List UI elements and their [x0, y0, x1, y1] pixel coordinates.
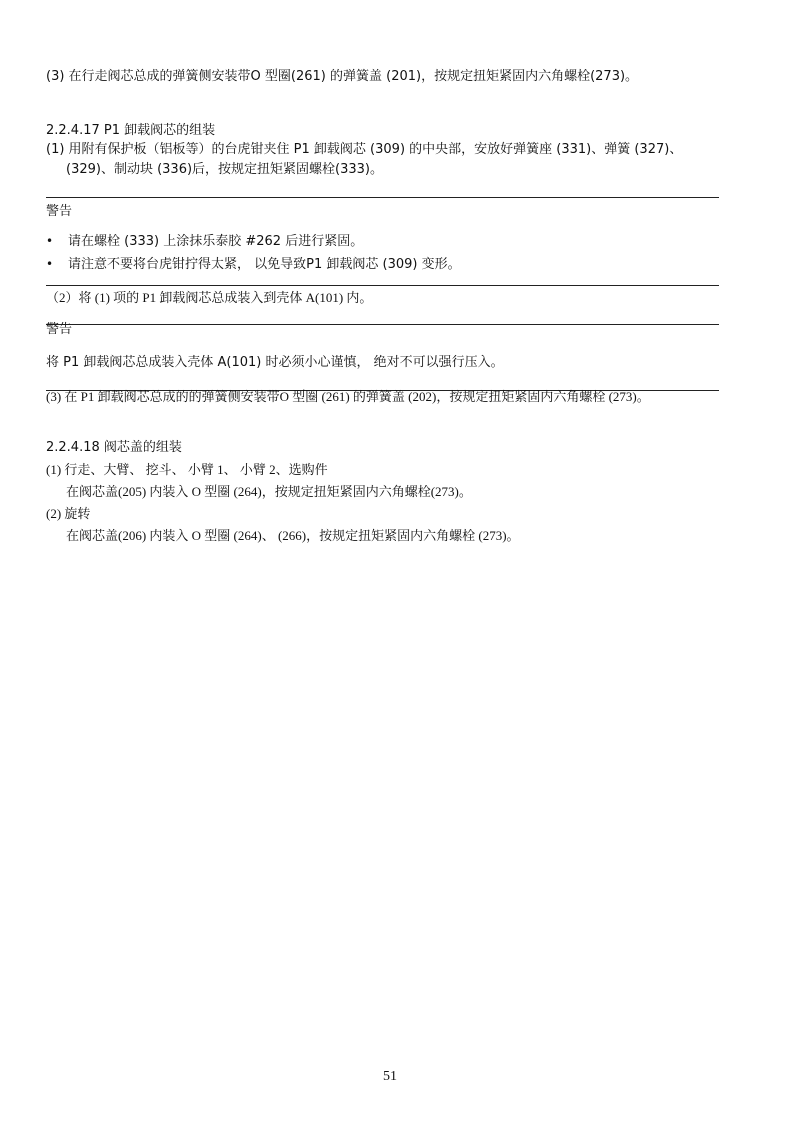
paragraph-step-3-walking-spool: (3) 在行走阀芯总成的弹簧侧安装带O 型圈(261) 的弹簧盖 (201)，按规定扭矩紧固内六角螺栓(273)。 [46, 69, 639, 84]
item-2-title: (2) 旋转 [46, 506, 91, 521]
step-3: (3) 在 P1 卸载阀芯总成的的弹簧侧安装带O 型圈 (261) 的弹簧盖 (202)，按规定扭矩紧固内六角螺栓 (273)。 [46, 389, 650, 404]
warning-1-title: 警告 [46, 204, 73, 219]
warning-1-bullet-2: 请注意不要将台虎钳拧得太紧， 以免导致P1 卸载阀芯 (309) 变形。 [68, 257, 461, 272]
warning-2-title: 警告 [46, 322, 73, 337]
page-number: 51 [383, 1069, 397, 1084]
step-1-line-2: (329)、制动块 (336)后，按规定扭矩紧固螺栓(333)。 [66, 162, 384, 177]
item-1-text: 在阀芯盖(205) 内装入 O 型圈 (264)，按规定扭矩紧固内六角螺栓(273)。 [66, 484, 472, 499]
item-2-text: 在阀芯盖(206) 内装入 O 型圈 (264)、 (266)，按规定扭矩紧固内六角螺栓 (273)。 [66, 528, 520, 543]
bullet-dot-icon: • [46, 234, 54, 248]
divider-top-warning-2 [46, 324, 719, 325]
bullet-dot-icon: • [46, 257, 54, 271]
divider-top-warning-1 [46, 197, 719, 198]
section-heading-2-2-4-17: 2.2.4.17 P1 卸载阀芯的组装 [46, 123, 216, 138]
step-1-line-1: (1) 用附有保护板（铝板等）的台虎钳夹住 P1 卸载阀芯 (309) 的中央部，安放好弹簧座 (331)、弹簧 (327)、 [46, 142, 683, 157]
warning-1-bullet-1: 请在螺栓 (333) 上涂抹乐泰胶 #262 后进行紧固。 [68, 234, 364, 249]
warning-2-text: 将 P1 卸载阀芯总成装入壳体 A(101) 时必须小心谨慎， 绝对不可以强行压入。 [46, 355, 504, 370]
divider-bottom-warning-1 [46, 285, 719, 286]
step-2: （2）将 (1) 项的 P1 卸载阀芯总成装入到壳体 A(101) 内。 [46, 290, 373, 305]
section-heading-2-2-4-18: 2.2.4.18 阀芯盖的组装 [46, 440, 182, 455]
item-1-title: (1) 行走、大臂、 挖斗、 小臂 1、 小臂 2、选购件 [46, 462, 328, 477]
